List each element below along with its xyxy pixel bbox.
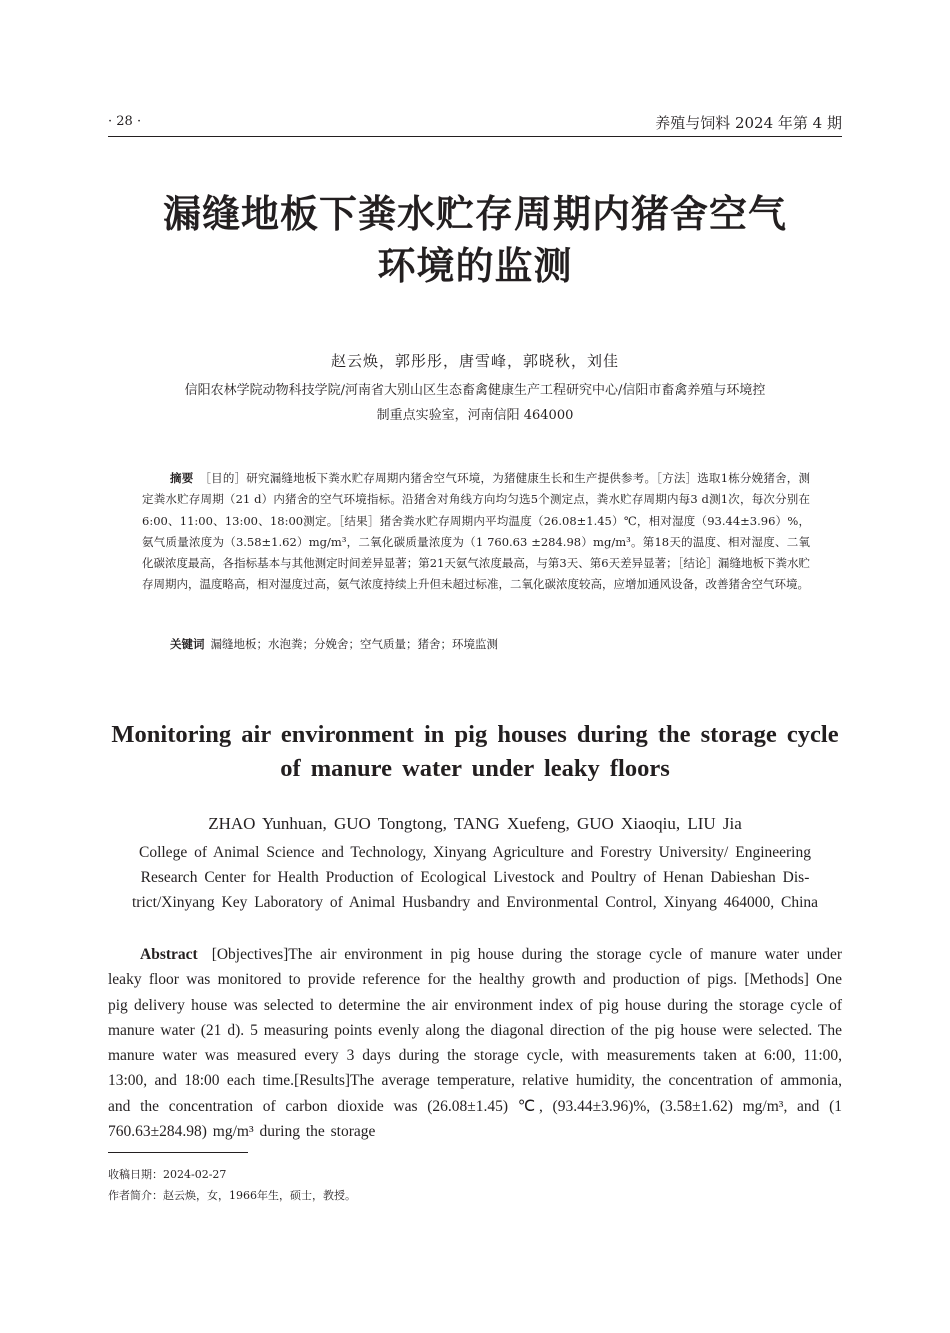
english-title-line-1: Monitoring air environment in pig houses during the storage cycle: [111, 721, 839, 748]
chinese-title-line-1: 漏缝地板下粪水贮存周期内猪舍空气: [162, 192, 787, 236]
chinese-authors: 赵云焕，郭彤彤，唐雪峰，郭晓秋，刘佳: [330, 352, 619, 370]
chinese-abstract-text: ［目的］研究漏缝地板下粪水贮存周期内猪舍空气环境，为猪健康生长和生产提供参考。［方法］选取1栋分娩猪舍，测定粪水贮存周期（21 d）内猪舍的空气环境指标。沿猪舍对角线方向均匀选5个测定点，粪水贮存周期内每3 d测1次，每次分别在6:00、11:00、13:00、18:00测定。［结果］猪舍粪水贮存周期内平均温度（26.08±1.45）℃，相对湿度（93.44±3.96）%，氨气质量浓度为（3.58±1.62）mg/m³，二氧化碳质量浓度为（1 760.63 ±284.98）mg/m³。第18天的温度、相对湿度、二氧化碳浓度最高，各指标基本与其他测定时间差异显著；第21天氨气浓度最高，与第3天、第6天差异显著；［结论］漏缝地板下粪水贮存周期内，温度略高，相对湿度过高，氨气浓度持续上升但未超过标准，二氧化碳浓度较高，应增加通风设备，改善猪舍空气环境。: [142, 471, 811, 592]
english-affiliation-line-2: Research Center for Health Production of Ecological Livestock and Poultry of Henan Dabieshan Dis-: [140, 869, 810, 886]
english-abstract: [108, 942, 842, 1144]
running-head: [108, 112, 842, 136]
chinese-keywords-label: 关键词: [170, 637, 205, 651]
english-title: [108, 718, 842, 786]
english-authors: ZHAO Yunhuan, GUO Tongtong, TANG Xuefeng, GUO Xiaoqiu, LIU Jia: [208, 814, 742, 833]
chinese-keywords: [142, 634, 810, 655]
received-date: 收稿日期：2024-02-27: [108, 1168, 227, 1181]
chinese-affiliation: [108, 378, 842, 428]
footnotes: [108, 1164, 842, 1206]
chinese-title-line-2: 环境的监测: [377, 244, 573, 288]
english-abstract-text: [Objectives]The air environment in pig house during the storage cycle of manure water under leaky floor was monitored to provide reference for the healthy growth and production of pigs. [Methods] One pig delivery house was selected to determine the air environment index of pig house during the storage cycle of manure water (21 d). 5 measuring points evenly along the diagonal direction of the pig house were selected. The manure water was measured every 3 days during the storage cycle, with measurements taken at 6:00, 11:00, 13:00, and 18:00 each time.[Results]The average temperature, relative humidity, the concentration of ammonia, and the concentration of carbon dioxide was (26.08±1.45) ℃, (93.44±3.96)%, (3.58±1.62) mg/m³, and (1 760.63±284.98) mg/m³ during the storage: [108, 946, 842, 1141]
chinese-affiliation-line-2: 制重点实验室，河南信阳 464000: [376, 408, 574, 423]
footnote-rule: [108, 1152, 248, 1153]
author-bio: 作者简介：赵云焕，女，1966年生，硕士，教授。: [108, 1189, 356, 1202]
header-rule: [108, 136, 842, 137]
chinese-title: [108, 188, 842, 292]
english-affiliation: [108, 840, 842, 915]
chinese-abstract: [142, 468, 810, 596]
paper-page: [108, 0, 842, 1333]
page-number: · 28 ·: [108, 114, 142, 129]
english-affiliation-line-1: College of Animal Science and Technology, Xinyang Agriculture and Forestry University/ Engineering: [138, 844, 811, 861]
chinese-abstract-label: 摘要: [170, 471, 194, 485]
chinese-keywords-text: 漏缝地板；水泡粪；分娩舍；空气质量；猪舍；环境监测: [210, 637, 498, 651]
journal-issue: 养殖与饲料 2024 年第 4 期: [655, 114, 842, 132]
english-affiliation-line-3: trict/Xinyang Key Laboratory of Animal Husbandry and Environmental Control, Xinyang 464000, China: [131, 894, 819, 911]
english-title-line-2: of manure water under leaky floors: [280, 755, 670, 782]
english-abstract-label: Abstract: [140, 946, 198, 963]
chinese-affiliation-line-1: 信阳农林学院动物科技学院/河南省大别山区生态畜禽健康生产工程研究中心/信阳市畜禽养殖与环境控: [184, 383, 766, 398]
